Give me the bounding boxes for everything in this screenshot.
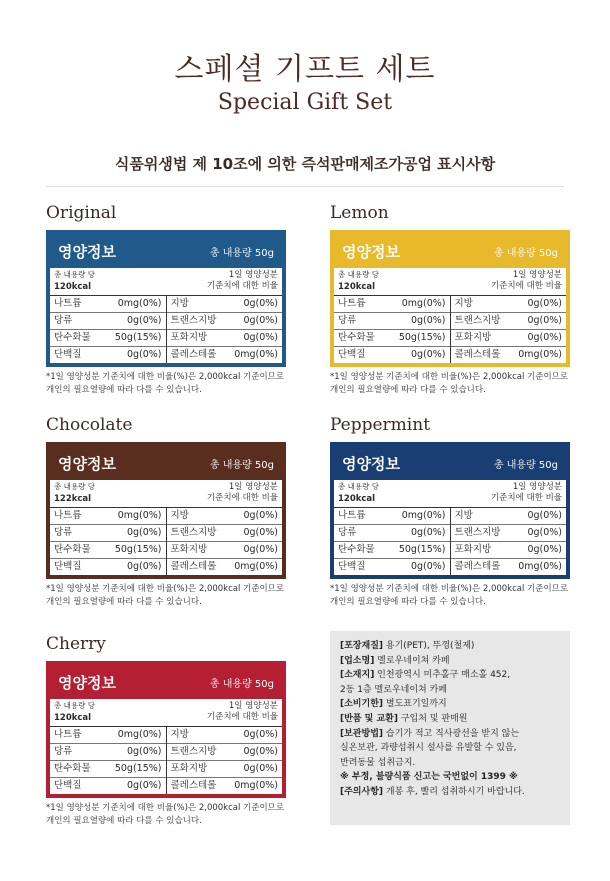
nutrient-name: 당류 bbox=[54, 746, 73, 757]
nutrient-table bbox=[50, 508, 282, 575]
panel-header bbox=[50, 234, 282, 268]
nutrient-value: 0mg(0%) bbox=[117, 729, 162, 740]
nutrient-value: 0g(0%) bbox=[243, 510, 278, 521]
nutrient-table bbox=[50, 727, 282, 794]
info-text: 인천광역시 미추홀구 매소홀 452, bbox=[374, 670, 511, 681]
per-label: 총 내용량 당 bbox=[338, 270, 379, 279]
nutrient-value: 50g(15%) bbox=[114, 544, 162, 555]
nutrient-row bbox=[334, 525, 450, 542]
per-label: 총 내용량 당 bbox=[338, 482, 379, 491]
nutrient-name: 트랜스지방 bbox=[170, 527, 217, 538]
nutrient-value: 0g(0%) bbox=[126, 746, 162, 757]
nutrient-row bbox=[451, 525, 567, 542]
nutrient-row bbox=[50, 778, 166, 794]
nutrient-value: 0g(0%) bbox=[126, 349, 162, 360]
nutrient-value: 0mg(0%) bbox=[234, 780, 278, 791]
nutrient-value: 0mg(0%) bbox=[518, 349, 562, 360]
nutrient-name: 트랜스지방 bbox=[170, 315, 217, 326]
info-text: 반려동물 섭취금지. bbox=[340, 757, 416, 768]
nutrient-value: 0g(0%) bbox=[527, 315, 562, 326]
nutrient-name: 포화지방 bbox=[170, 763, 208, 774]
nutrient-table bbox=[334, 508, 566, 575]
flavor-cherry bbox=[46, 632, 286, 828]
nutrient-name: 단백질 bbox=[338, 349, 366, 360]
nutrient-name: 당류 bbox=[54, 315, 73, 326]
daily-line1: 1일 영양성분 bbox=[512, 482, 562, 492]
nutrient-value: 0mg(0%) bbox=[234, 349, 278, 360]
calorie-info bbox=[54, 482, 95, 505]
nutrient-value: 0g(0%) bbox=[126, 527, 162, 538]
panel-title: 영양정보 bbox=[58, 454, 116, 473]
nutrient-value: 0g(0%) bbox=[243, 315, 278, 326]
nutrient-name: 트랜스지방 bbox=[454, 527, 501, 538]
nutrient-column bbox=[50, 296, 166, 363]
nutrition-panel bbox=[330, 442, 570, 579]
nutrient-value: 0g(0%) bbox=[243, 544, 278, 555]
nutrient-row bbox=[451, 296, 567, 313]
page-title-en: Special Gift Set bbox=[217, 90, 393, 115]
daily-value-header bbox=[491, 270, 562, 293]
nutrient-value: 0g(0%) bbox=[527, 332, 562, 343]
info-text: 용기(PET), 뚜껑(철제) bbox=[383, 641, 475, 651]
nutrient-row bbox=[334, 347, 450, 363]
nutrient-value: 50g(15%) bbox=[398, 332, 446, 343]
info-text: 실온보관, 과량섭취시 설사를 유발할 수 있음, bbox=[340, 743, 517, 754]
daily-line1: 1일 영양성분 bbox=[228, 482, 278, 492]
nutrient-row bbox=[50, 330, 166, 347]
nutrient-name: 나트륨 bbox=[54, 298, 82, 309]
product-info-box bbox=[330, 631, 570, 825]
nutrient-name: 콜레스테롤 bbox=[454, 561, 501, 572]
nutrient-row bbox=[167, 347, 283, 363]
kcal-value: 120kcal bbox=[54, 282, 92, 292]
nutrient-row bbox=[50, 559, 166, 575]
nutrient-name: 지방 bbox=[170, 510, 189, 521]
calorie-row bbox=[50, 480, 282, 508]
nutrient-name: 포화지방 bbox=[170, 332, 208, 343]
footnote-line2: 개인의 필요열량에 따라 다를 수 있습니다. bbox=[46, 816, 202, 826]
nutrient-value: 0g(0%) bbox=[243, 332, 278, 343]
nutrient-column bbox=[166, 296, 283, 363]
nutrient-name: 트랜스지방 bbox=[170, 746, 217, 757]
nutrient-row bbox=[451, 330, 567, 347]
info-line bbox=[340, 668, 560, 683]
nutrient-value: 0mg(0%) bbox=[234, 561, 278, 572]
nutrient-row bbox=[167, 744, 283, 761]
calorie-info bbox=[338, 482, 379, 505]
nutrient-column bbox=[450, 508, 567, 575]
nutrient-row bbox=[50, 313, 166, 330]
nutrient-value: 0g(0%) bbox=[410, 349, 446, 360]
nutrient-row bbox=[334, 313, 450, 330]
calorie-info bbox=[338, 270, 379, 293]
footnote-line1: *1일 영양성분 기준치에 대한 비율(%)은 2,000kcal 기준이므로 bbox=[46, 584, 285, 594]
nutrient-value: 0g(0%) bbox=[126, 561, 162, 572]
label-subtitle: 식품위생법 제 10조에 의한 즉석판매제조가공업 표시사항 bbox=[114, 155, 496, 173]
nutrient-value: 0g(0%) bbox=[243, 763, 278, 774]
nutrient-name: 포화지방 bbox=[170, 544, 208, 555]
per-label: 총 내용량 당 bbox=[54, 270, 95, 279]
daily-value-header bbox=[491, 482, 562, 505]
flavor-peppermint bbox=[330, 413, 570, 609]
daily-line1: 1일 영양성분 bbox=[228, 270, 278, 280]
nutrient-value: 0g(0%) bbox=[410, 527, 446, 538]
kcal-value: 120kcal bbox=[54, 713, 92, 723]
nutrient-name: 탄수화물 bbox=[338, 544, 375, 555]
total-content: 총 내용량 50g bbox=[209, 459, 274, 471]
flavor-name: Chocolate bbox=[46, 415, 133, 435]
nutrient-name: 지방 bbox=[454, 298, 473, 309]
footnote bbox=[330, 583, 570, 609]
nutrient-value: 0g(0%) bbox=[527, 527, 562, 538]
nutrient-row bbox=[451, 542, 567, 559]
nutrition-panel bbox=[46, 661, 286, 798]
info-line bbox=[340, 785, 560, 800]
nutrition-panel bbox=[46, 230, 286, 367]
nutrient-name: 당류 bbox=[338, 315, 357, 326]
nutrient-value: 0mg(0%) bbox=[518, 561, 562, 572]
nutrient-name: 당류 bbox=[338, 527, 357, 538]
nutrient-value: 0g(0%) bbox=[126, 315, 162, 326]
info-text: 개봉 후, 빨리 섭취하시기 바랍니다. bbox=[383, 786, 525, 797]
nutrient-row bbox=[50, 296, 166, 313]
daily-value-header bbox=[207, 482, 278, 505]
nutrient-row bbox=[334, 559, 450, 575]
nutrient-name: 콜레스테롤 bbox=[454, 349, 501, 360]
calorie-row bbox=[50, 699, 282, 727]
flavor-chocolate bbox=[46, 413, 286, 609]
nutrient-name: 단백질 bbox=[54, 780, 82, 791]
flavor-original bbox=[46, 201, 286, 397]
calorie-row bbox=[334, 480, 566, 508]
info-line bbox=[340, 727, 560, 742]
calorie-row bbox=[50, 268, 282, 296]
nutrient-value: 0mg(0%) bbox=[117, 510, 162, 521]
nutrient-value: 0g(0%) bbox=[243, 298, 278, 309]
daily-line2: 기준치에 대한 비율 bbox=[206, 493, 278, 503]
total-content: 총 내용량 50g bbox=[493, 459, 558, 471]
info-line bbox=[340, 756, 560, 771]
info-label: [소비기한] bbox=[340, 699, 384, 710]
flavor-lemon bbox=[330, 201, 570, 397]
panel-header bbox=[334, 234, 566, 268]
nutrient-name: 지방 bbox=[454, 510, 473, 521]
nutrient-value: 0g(0%) bbox=[243, 527, 278, 538]
nutrient-value: 50g(15%) bbox=[398, 544, 446, 555]
footnote-line1: *1일 영양성분 기준치에 대한 비율(%)은 2,000kcal 기준이므로 bbox=[330, 584, 569, 594]
nutrition-panel bbox=[46, 442, 286, 579]
nutrient-row bbox=[50, 744, 166, 761]
kcal-value: 122kcal bbox=[54, 494, 92, 504]
nutrient-column bbox=[50, 727, 166, 794]
total-content: 총 내용량 50g bbox=[209, 247, 274, 259]
page-title-ko: 스페셜 기프트 세트 bbox=[174, 52, 436, 87]
nutrient-name: 단백질 bbox=[54, 561, 82, 572]
nutrient-name: 포화지방 bbox=[454, 544, 492, 555]
daily-value-header bbox=[207, 270, 278, 293]
info-text: 별도표기일까지 bbox=[383, 699, 447, 710]
nutrient-value: 0g(0%) bbox=[243, 746, 278, 757]
divider bbox=[46, 186, 564, 187]
nutrient-value: 0mg(0%) bbox=[401, 298, 446, 309]
info-text: 2동 1층 멜로우네이쳐 카페 bbox=[340, 684, 447, 695]
nutrient-row bbox=[167, 313, 283, 330]
footnote-line1: *1일 영양성분 기준치에 대한 비율(%)은 2,000kcal 기준이므로 bbox=[46, 803, 285, 813]
info-line bbox=[340, 741, 560, 756]
nutrient-name: 콜레스테롤 bbox=[170, 561, 217, 572]
daily-line2: 기준치에 대한 비율 bbox=[490, 281, 562, 291]
info-line bbox=[340, 712, 560, 727]
nutrient-name: 지방 bbox=[170, 298, 189, 309]
info-label: ※ 부정, 불량식품 신고는 국번없이 1399 ※ bbox=[340, 772, 518, 783]
nutrient-row bbox=[334, 542, 450, 559]
info-line bbox=[340, 770, 560, 785]
nutrient-value: 0g(0%) bbox=[410, 315, 446, 326]
nutrient-table bbox=[334, 296, 566, 363]
nutrient-row bbox=[451, 559, 567, 575]
daily-line2: 기준치에 대한 비율 bbox=[490, 493, 562, 503]
nutrient-row bbox=[50, 727, 166, 744]
nutrient-row bbox=[451, 313, 567, 330]
daily-line1: 1일 영양성분 bbox=[228, 701, 278, 711]
nutrient-name: 탄수화물 bbox=[54, 332, 91, 343]
info-label: [업소명] bbox=[340, 655, 375, 666]
per-label: 총 내용량 당 bbox=[54, 701, 95, 710]
nutrient-row bbox=[167, 761, 283, 778]
panel-header bbox=[50, 665, 282, 699]
nutrient-column bbox=[450, 296, 567, 363]
flavor-name: Original bbox=[46, 203, 117, 223]
nutrient-value: 0g(0%) bbox=[126, 780, 162, 791]
total-content: 총 내용량 50g bbox=[209, 678, 274, 690]
nutrient-row bbox=[50, 508, 166, 525]
footnote-line2: 개인의 필요열량에 따라 다를 수 있습니다. bbox=[330, 597, 486, 607]
nutrient-row bbox=[167, 296, 283, 313]
calorie-info bbox=[54, 270, 95, 293]
info-line bbox=[340, 683, 560, 698]
nutrient-row bbox=[167, 330, 283, 347]
nutrient-value: 0mg(0%) bbox=[117, 298, 162, 309]
info-label: [반품 및 교환] bbox=[340, 713, 398, 724]
nutrition-panel bbox=[330, 230, 570, 367]
nutrient-name: 당류 bbox=[54, 527, 73, 538]
footnote-line1: *1일 영양성분 기준치에 대한 비율(%)은 2,000kcal 기준이므로 bbox=[330, 372, 569, 382]
flavor-name: Peppermint bbox=[330, 415, 431, 435]
daily-value-header bbox=[207, 701, 278, 724]
nutrient-value: 0mg(0%) bbox=[401, 510, 446, 521]
panel-title: 영양정보 bbox=[342, 454, 400, 473]
nutrient-name: 탄수화물 bbox=[54, 544, 91, 555]
nutrient-value: 0g(0%) bbox=[527, 544, 562, 555]
panel-header bbox=[50, 446, 282, 480]
panel-title: 영양정보 bbox=[342, 242, 400, 261]
nutrient-name: 나트륨 bbox=[54, 510, 82, 521]
daily-line2: 기준치에 대한 비율 bbox=[206, 712, 278, 722]
daily-line2: 기준치에 대한 비율 bbox=[206, 281, 278, 291]
nutrient-name: 콜레스테롤 bbox=[170, 349, 217, 360]
nutrient-row bbox=[334, 508, 450, 525]
info-label: [소재지] bbox=[340, 670, 375, 681]
nutrient-column bbox=[166, 727, 283, 794]
nutrient-row bbox=[334, 330, 450, 347]
kcal-value: 120kcal bbox=[338, 282, 376, 292]
nutrient-name: 나트륨 bbox=[338, 510, 366, 521]
footnote bbox=[46, 371, 286, 397]
calorie-row bbox=[334, 268, 566, 296]
nutrient-value: 0g(0%) bbox=[527, 510, 562, 521]
nutrient-name: 지방 bbox=[170, 729, 189, 740]
flavor-name: Cherry bbox=[46, 634, 106, 654]
footnote-line2: 개인의 필요열량에 따라 다를 수 있습니다. bbox=[330, 385, 486, 395]
nutrient-value: 50g(15%) bbox=[114, 763, 162, 774]
nutrient-name: 트랜스지방 bbox=[454, 315, 501, 326]
nutrient-column bbox=[50, 508, 166, 575]
total-content: 총 내용량 50g bbox=[493, 247, 558, 259]
daily-line1: 1일 영양성분 bbox=[512, 270, 562, 280]
info-label: [포장재질] bbox=[340, 641, 384, 651]
nutrient-row bbox=[451, 347, 567, 363]
nutrient-column bbox=[334, 296, 450, 363]
panel-header bbox=[334, 446, 566, 480]
nutrient-name: 나트륨 bbox=[54, 729, 82, 740]
nutrient-row bbox=[334, 296, 450, 313]
nutrient-row bbox=[50, 525, 166, 542]
nutrient-row bbox=[167, 727, 283, 744]
nutrient-name: 탄수화물 bbox=[54, 763, 91, 774]
nutrient-row bbox=[167, 559, 283, 575]
footnote-line2: 개인의 필요열량에 따라 다를 수 있습니다. bbox=[46, 385, 202, 395]
footnote bbox=[46, 583, 286, 609]
nutrient-row bbox=[167, 542, 283, 559]
nutrient-name: 탄수화물 bbox=[338, 332, 375, 343]
nutrient-value: 0g(0%) bbox=[410, 561, 446, 572]
calorie-info bbox=[54, 701, 95, 724]
kcal-value: 120kcal bbox=[338, 494, 376, 504]
info-line bbox=[340, 697, 560, 712]
nutrient-row bbox=[50, 761, 166, 778]
panel-title: 영양정보 bbox=[58, 673, 116, 692]
info-text: 습기가 적고 직사광선을 받지 않는 bbox=[383, 728, 520, 739]
nutrient-value: 0g(0%) bbox=[527, 298, 562, 309]
per-label: 총 내용량 당 bbox=[54, 482, 95, 491]
nutrient-name: 콜레스테롤 bbox=[170, 780, 217, 791]
footnote-line2: 개인의 필요열량에 따라 다를 수 있습니다. bbox=[46, 597, 202, 607]
info-label: [주의사항] bbox=[340, 786, 384, 797]
info-label: [보관방법] bbox=[340, 728, 384, 739]
nutrient-name: 단백질 bbox=[54, 349, 82, 360]
info-line bbox=[340, 639, 560, 654]
footnote-line1: *1일 영양성분 기준치에 대한 비율(%)은 2,000kcal 기준이므로 bbox=[46, 372, 285, 382]
nutrient-table bbox=[50, 296, 282, 363]
nutrient-name: 단백질 bbox=[338, 561, 366, 572]
nutrient-name: 포화지방 bbox=[454, 332, 492, 343]
nutrient-row bbox=[167, 778, 283, 794]
nutrient-value: 50g(15%) bbox=[114, 332, 162, 343]
nutrient-column bbox=[334, 508, 450, 575]
panel-title: 영양정보 bbox=[58, 242, 116, 261]
flavor-name: Lemon bbox=[330, 203, 389, 223]
nutrient-name: 나트륨 bbox=[338, 298, 366, 309]
footnote bbox=[46, 802, 286, 828]
nutrient-row bbox=[167, 525, 283, 542]
info-text: 구입처 및 판매원 bbox=[397, 713, 468, 724]
nutrient-row bbox=[50, 347, 166, 363]
nutrient-column bbox=[166, 508, 283, 575]
footnote bbox=[330, 371, 570, 397]
nutrient-value: 0g(0%) bbox=[243, 729, 278, 740]
info-text: 멜로우네이쳐 카페 bbox=[374, 655, 450, 666]
nutrient-row bbox=[451, 508, 567, 525]
nutrient-row bbox=[167, 508, 283, 525]
info-line bbox=[340, 654, 560, 669]
nutrient-row bbox=[50, 542, 166, 559]
